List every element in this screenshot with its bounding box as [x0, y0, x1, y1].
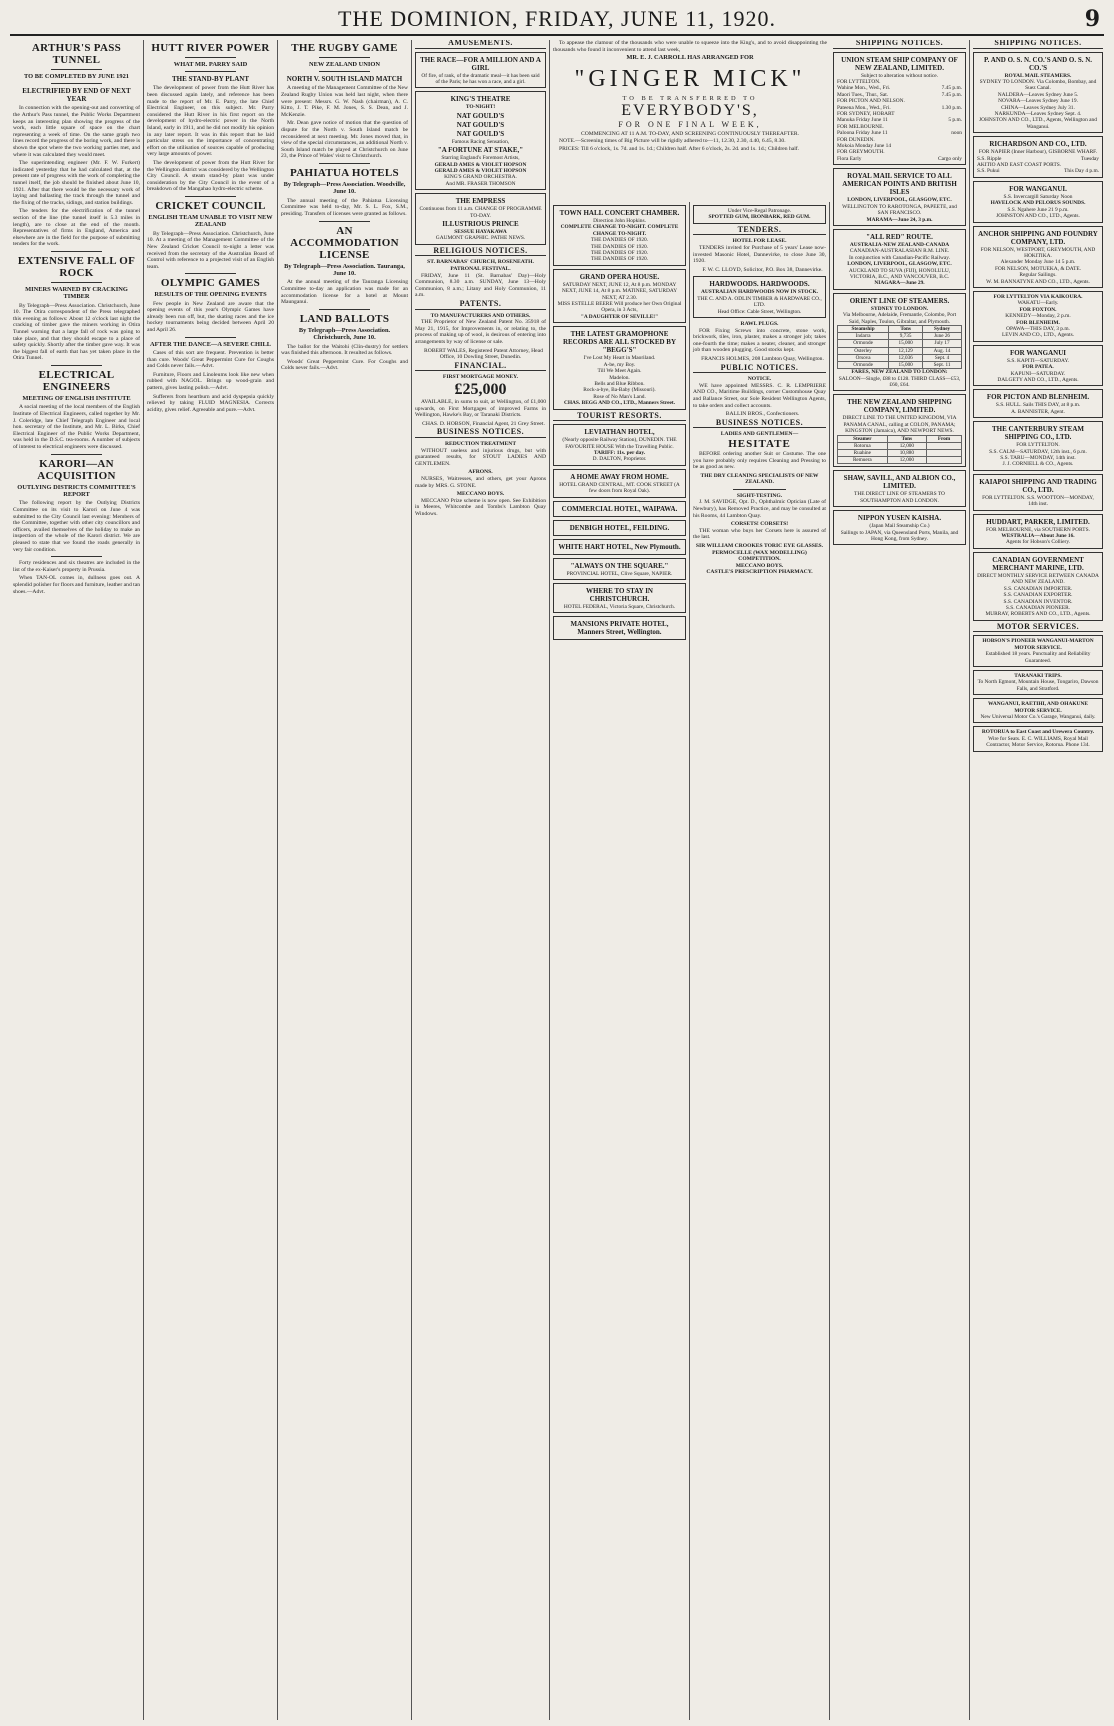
table-cell: Indarra — [838, 333, 889, 340]
article-paragraph: By Telegraph—Press Association. Christchurch, June 10. At a meeting of the Management Committee of the New Zealand Cricket Council to-night a letter was received from the secretary of the Australian Board of Control with reference to a projected visit of an English team. — [147, 230, 274, 270]
sailing-cell: FOR PICTON AND NELSON. — [837, 98, 905, 105]
subhead: TO BE COMPLETED BY JUNE 1921 — [24, 73, 129, 80]
article-paragraph: The ballot for the Waitohi (Clin-dustry) for settlers was finished this afternoon. It resulted as follows. — [281, 343, 408, 357]
advert-box-all-red: "ALL RED" ROUTE. AUSTRALIA-NEW ZEALAND-CANADA CANADIAN-AUSTRALASIAN R.M. LINE. In conjunction with Canadian-Pacific Railway. LONDON, LIVERPOOL, GLASGOW, ETC. AUCKLAND TO SUVA (FIJI), HONOLULU, VICTORIA, B.C., AND VANCOUVER, B.C. NIAGARA—June 29. — [833, 229, 966, 290]
sailing-cell: Cargo only — [937, 155, 962, 162]
article-paragraph: The following report by the Outlying Districts Committee on its visit to Karori on June 4 was submitted to the City Council last evening: Members of the Committee, together with other city councillors and officers, availed themselves of the holiday to make an inspection of the whole of the Karori district. We are pleased to state that we found the roads generally in very fair condition. — [13, 500, 140, 553]
sailing-cell: This Day 4 p.m. — [1064, 168, 1099, 175]
advert-box-hotel: COMMERCIAL HOTEL, WAIPAWA. — [553, 501, 686, 517]
column-3 — [278, 40, 412, 1720]
advert-box-anchor: ANCHOR SHIPPING AND FOUNDRY COMPANY, LTD. FOR NELSON, WESTPORT, GREYMOUTH, AND HOKITIKA. Alexander Monday June 14 5 p.m. FOR NELSON, MOTUEKA, & DATE. Regular Sailings. W. M. BANNATYNE AND CO., LTD., Agents. — [973, 226, 1103, 288]
article-paragraph: Forty residences and six theatres are included in the list of the ex-Kaiser's property in Prussia. — [13, 560, 140, 573]
advert-box-hardwoods: HARDWOODS. HARDWOODS. AUSTRALIAN HARDWOODS NOW IN STOCK. THE C. AND A. ODLIN TIMBER & HARDWARE CO., LTD. Head Office: Cable Street, Wellington. — [693, 276, 826, 318]
subhead: NEW ZEALAND UNION — [309, 61, 380, 68]
headline-rock-fall: EXTENSIVE FALL OF ROCK — [17, 254, 136, 279]
advert-box-canadian-marine: CANADIAN GOVERNMENT MERCHANT MARINE, LTD. DIRECT MONTHLY SERVICE BETWEEN CANADA AND NEW ZEALAND. S.S. CANADIAN IMPORTER. S.S. CANADIAN EXPORTER. S.S. CANADIAN INVENTOR. S.S. CANADIAN PIONEER. MURRAY, ROBERTS AND CO., LTD., Agents. — [973, 552, 1103, 621]
advert-box-kaiapoi: KAIAPOI SHIPPING AND TRADING CO., LTD. FOR LYTTELTON. S.S. WOOTTON—MONDAY, 14th inst. — [973, 474, 1103, 511]
advert-box: THE RACE—FOR A MILLION AND A GIRL Of fire, of rank, of the dramatic meal—it has been said of the Paris; he has won a race, and a girl. — [415, 52, 546, 89]
table-row — [838, 333, 962, 340]
table-row — [838, 340, 962, 347]
sailing-cell: S.S. Ripple — [977, 155, 1002, 162]
sailing-row — [977, 168, 1099, 174]
table-row — [838, 347, 962, 354]
masthead-title: THE DOMINION, FRIDAY, JUNE 11, 1920. — [338, 6, 776, 31]
advert-box-richardson: RICHARDSON AND CO., LTD. FOR NAPIER (Inner Harbour), GISBORNE WHARF. S.S. Ripple Tuesday AKITIO AND EAST COAST PORTS. S.S. Pukui This Day 4 p.m. — [973, 136, 1103, 178]
table-cell: Aug. 14 — [923, 347, 962, 354]
sailing-cell: FOR LYTTELTON. — [837, 79, 881, 85]
article-paragraph: A social meeting of the local members of the English Institute of Electrical Engineers, called together by Mr. J. Coleridge, late Chief Telegraph Engineer and local hon. secretary of the Institute, and Mr. L. Birks, Chief Electrical Engineer of the Public Works Department, was held in the D.S.C. tea-rooms. A number of subjects of interest to electrical engineers were discussed. — [13, 404, 140, 450]
section-heading-shipping: SHIPPING NOTICES. — [973, 40, 1103, 49]
sailing-cell: FOR SYDNEY, HOBART — [837, 111, 895, 118]
headline-rugby: THE RUGBY GAME — [291, 42, 398, 54]
sailing-cell: 7.45 p.m. — [941, 91, 962, 98]
section-heading-religious: RELIGIOUS NOTICES. — [415, 248, 546, 257]
headline-karori: KARORI—AN ACQUISITION — [37, 457, 116, 482]
advert-paragraph: Furniture, Floors and Linoleums look like new when rubbed with NAGOL. Brings up wood-grain and pattern, gives lasting polish.—Advt. — [147, 371, 274, 392]
advert-box-kings-theatre: KING'S THEATRE TO-NIGHT! NAT GOULD'S NAT GOULD'S NAT GOULD'S Famous Racing Sensation, "A FORTUNE AT STAKE," Starring England's Foremost Artists, GERALD AMES & VIOLET HOPSON GERALD AMES & VIOLET HOPSON KING'S GRAND ORCHESTRA. And MR. FRASER THOMSON — [415, 91, 546, 190]
sailing-cell: noon — [951, 130, 962, 137]
section-heading-business: BUSINESS NOTICES. — [415, 429, 546, 438]
table-cell: Ormonde — [838, 361, 889, 368]
advert-box-nz-shipping: THE NEW ZEALAND SHIPPING COMPANY, LIMITED. DIRECT LINE TO THE UNITED KINGDOM, VIA PANAMA CANAL, calling at COLON, PANAMA; KINGSTON (Jamaica), AND NEWPORT NEWS. Steamer Tons From Rotorua 12,000 Ruahine 10,880 Remuera 12,000 — [833, 394, 966, 467]
table-header-row — [838, 435, 962, 442]
table-cell: 10,880 — [887, 450, 926, 457]
article-paragraph: By Telegraph—Press Association. Christchurch, June 10. The Otira correspondent of the Press telegraphed this evening as follows: About 12 o'clock last night the cracking of timber gave the miners working in Otira Tunnel warning that a large fall of rock was going to take place, and that they should escape to a place of safety quickly. Shortly after the timber gave way. It was the biggest fall of earth that has yet taken place in the Otira Tunnel. — [13, 302, 140, 362]
page-number: 9 — [1084, 6, 1100, 32]
advert-box-motor: ROTORUA to East Coast and Urewera Country. Wire for Seats. E. C. WILLIAMS, Royal Mail Contractor, Motor Service, Rotorua. Phone 134. — [973, 726, 1103, 751]
column-5-6-banner: To appease the clamour of the thousands who were unable to squeeze into the King's, and to avoid disappointing the thousands who found it inconvenient to attend last week, MR. E. J. CARROLL HAS ARRANGED FOR "GINGER MICK" TO BE TRANSFERRED TO EVERYBODY'S, FOR ONE FINAL WEEK, COMMENCING AT 11 A.M. TO-DAY, AND SCREENING CONTINUOUSLY THEREAFTER. NOTE.—Screening times of Big Picture will be rigidly adhered to—11, 12.30, 2.30, 4.40, 6.45, 8.30. PRICES: Till 6 o'clock, 1s. 7d. and 1s. 1d.; Children half. After 6 o'clock, 2s. 2d. and 1s. 1d.; Children half. — [553, 40, 827, 153]
table-cell: Ormonde — [838, 340, 889, 347]
table-row — [838, 450, 962, 457]
table-row — [838, 361, 962, 368]
notice-paragraph: ROBERT WALES, Registered Patent Attorney, Head Office, 10 Dowling Street, Dunedin. — [424, 347, 543, 361]
table-header-cell: Sydney — [923, 325, 962, 332]
advert-box-hotel: WHERE TO STAY IN CHRISTCHURCH. HOTEL FEDERAL, Victoria Square, Christchurch. — [553, 583, 686, 613]
advert-paragraph: Woods' Great Peppermint Cure. For Coughs and Colds never fails.—Advt. — [281, 358, 408, 372]
table-header-cell: Tons — [887, 435, 926, 442]
subhead: THE STAND-BY PLANT — [171, 75, 249, 84]
column-7 — [830, 40, 970, 1720]
headline-land-ballots: LAND BALLOTS — [299, 312, 390, 325]
table-header-cell: Tons — [889, 325, 923, 332]
notice-paragraph: FRIDAY, June 11 (St. Barnabas' Day)—Holy Communion, 8.30 a.m. SUNDAY, June 13—Holy Communion, 8 a.m.; Litany and Holy Communion, 11 a.m. — [415, 272, 546, 299]
table-cell: Remuera — [838, 457, 888, 464]
advert-box-motor: TARANAKI TRIPS. To North Egmont, Mountain House, Tongariro, Dawson Falls, and Stratford. — [973, 670, 1103, 695]
advert-box-huddart-parker: HUDDART, PARKER, LIMITED. FOR MELBOURNE, via SOUTHERN PORTS. WESTRALIA—About June 16. Agents for Hobson's Colliery. — [973, 514, 1103, 549]
article-paragraph: A meeting of the Management Committee of the New Zealand Rugby Union was held last night, when there were present: Messrs. G. W. Nash (chairman), A. C. Kitto, J. T. Pike, F. M. Jones, S. S. Dean, and J. McKenzie. — [281, 85, 408, 118]
table-cell: Osterley — [838, 347, 889, 354]
sailing-cell: 5 p.m. — [948, 117, 962, 124]
advert-box-opera-house: GRAND OPERA HOUSE. SATURDAY NEXT, JUNE 12, At 8 p.m. MONDAY NEXT, JUNE 14, At 8 p.m. MATINEE, SATURDAY NEXT, AT 2.30. MISS ESTELLE BEERE Will produce her Own Original Opera, in 3 Acts, "A DAUGHTER OF SEVILLE!" — [553, 269, 686, 323]
advert-box-motor: WANGANUI, RAETIHI, AND OHAKUNE MOTOR SERVICE. New Universal Motor Co.'s Garage, Wanganui, daily. — [973, 698, 1103, 723]
advert-box-picton: FOR PICTON AND BLENHEIM. S.S. HULL. Sails THIS DAY, at 8 p.m. A. BANNISTER, Agent. — [973, 389, 1103, 418]
advert-box-town-hall: TOWN HALL CONCERT CHAMBER. Direction John Hopkins. COMPLETE CHANGE TO-NIGHT. COMPLETE CHANGE TO-NIGHT. THE DANDIES OF 1920. THE DANDIES OF 1920. THE DANDIES OF 1920. THE DANDIES OF 1920. — [553, 205, 686, 266]
sailing-table — [837, 435, 962, 465]
column-6: Under Vice-Regal Patronage. SPOTTED GUM, IRONBARK, RED GUM. TENDERS. HOTEL FOR LEASE. TENDERS invited for Purchase of 5 years' Lease now-invested Masonic Hotel, Dannevirke, to close June 30, 1920. F. W. C. LLOYD, Solicitor, P.O. Box 38, Dannevirke. HARDWOODS. HARDWOODS. AUSTRALIAN HARDWOODS NOW IN STOCK. THE C. AND A. ODLIN TIMBER & HARDWARE CO., LTD. Head Office: Cable Street, Wellington. RAWL PLUGS. FOR Fixing Screws into concrete, stone work, brickwork, tiles, iron, plaster, makes a stronger job; takes one-fourth the time; makes a neater, cleaner, and stronger job than wooden plugging. Good stocks kept. FRANCIS HOLMES, 208 Lambton Quay, Wellington. PUBLIC NOTICES. NOTICE. WE have appointed MESSRS. C. R. LEMPRIERE AND CO., Maritime Buildings, corner Customhouse Quay and Ballance Street, our Sole Resident Wellington Agents, to take orders and collect accounts. BALLIN BROS., Confectioners. BUSINESS NOTICES. LADIES AND GENTLEMEN— HESITATE BEFORE ordering another Suit or Costume. The one you have probably only requires Cleaning and Pressing to be as good as new. THE DRY CLEANING SPECIALISTS OF NEW ZEALAND. SIGHT-TESTING. J. M. SAVIDGE, Opt. D., Ophthalmic Optician (Late of Newbury), has Removed Practice, and may be consulted at his Rooms, 44 Lambton Quay. CORSETS! CORSETS! THE woman who buys her Corsets here is assured of the last. SIR WILLIAM CROOKES TORIC EYE GLASSES. PERMOCELLE (WAX MODELLING) COMPETITION. MECCANO BOYS. CASTLE'S PRESCRIPTION PHARMACY. — [690, 202, 830, 1720]
table-cell: Orsova — [838, 354, 889, 361]
table-cell: 15,000 — [889, 361, 923, 368]
sailing-cell: 1.30 p.m. — [941, 104, 962, 111]
table-cell — [927, 442, 962, 449]
advert-box-motor: HOBSON'S PIONEER WANGANUI-MARTON MOTOR SERVICE. Established 18 years. Punctuality and Reliability Guaranteed. — [973, 635, 1103, 667]
sailing-cell: FOR GREYMOUTH. — [837, 149, 885, 156]
table-cell: Sept. 4 — [923, 354, 962, 361]
section-heading-public: PUBLIC NOTICES. — [693, 365, 826, 374]
article-paragraph: The annual meeting of the Pahiatua Licensing Committee was held to-day, Mr. S. L. Fox, S.M., presiding. Transfers of licenses were granted as follows. — [281, 197, 408, 217]
advert-box-johnston: FOR WANGANUI. S.S. Invercargill Saturday Noon HAVELOCK AND PELORUS SOUNDS. S.S. Ngahere June 21 9 p.m. JOHNSTON AND CO., LTD., Agents. — [973, 181, 1103, 223]
table-header-row — [838, 325, 962, 332]
advert-box-royal-mail: ROYAL MAIL SERVICE TO ALL AMERICAN POINTS AND BRITISH ISLES LONDON, LIVERPOOL, GLASGOW, ETC. WELLINGTON TO RAROTONGA, PAPEETE, and SAN FRANCISCO. MARAMA—June 24, 3 p.m. — [833, 168, 966, 226]
subhead: RESULTS OF THE OPENING EVENTS — [154, 291, 267, 299]
table-cell: 12,129 — [889, 347, 923, 354]
headline-pahiatua: PAHIATUA HOTELS — [290, 166, 399, 179]
section-heading-patents: PATENTS. — [415, 301, 546, 310]
advert-box-empress: THE EMPRESS Continuous from 11 a.m. CHANGE OF PROGRAMME TO-DAY. ILLUSTRIOUS PRINCE SESSUE HAYAKAWA GAUMONT GRAPHIC. PATHE NEWS. — [415, 193, 546, 245]
everybodys-title: EVERYBODY'S, — [621, 102, 759, 120]
sailing-cell: Flora Early — [837, 155, 862, 162]
advert-box-hotel: WHITE HART HOTEL, New Plymouth. — [553, 539, 686, 555]
sailing-cell: FOR MELBOURNE. — [837, 123, 884, 130]
headline-license: AN ACCOMMODATION LICENSE — [290, 224, 399, 261]
notice-paragraph: AVAILABLE, in sums to suit, at Wellington, of £1,000 upwards, on First Mortgages of improved Farms in Wellington, Hawke's Bay, or Taranaki Districts. — [415, 398, 546, 419]
advert-box-shaw-savill: SHAW, SAVILL, AND ALBION CO., LIMITED. THE DIRECT LINE OF STEAMERS TO SOUTHAMPTON AND LONDON. — [833, 470, 966, 507]
table-cell: June 26 — [923, 333, 962, 340]
notice-paragraph: CHAS. D. HOBSON, Financial Agent, 21 Grey Street. — [422, 420, 545, 427]
table-cell: 9,735 — [889, 333, 923, 340]
sailing-cell: Manuka Friday June 11 — [837, 117, 888, 124]
table-cell — [927, 457, 962, 464]
headline-arthurs-pass: ARTHUR'S PASS TUNNEL — [31, 42, 122, 66]
notice-paragraph: WITHOUT useless and injurious drugs, but with guaranteed results, for STOUT LADIES AND GENTLEMEN. — [415, 447, 546, 467]
advert-box-levin: FOR LYTTELTON VIA KAIKOURA. WAKATU—Early. FOR FOXTON. KENNEDY—Monday, 2 p.m. FOR BLENHEIM. OPAWA—THIS DAY, 3 p.m. LEVIN AND CO., LTD., Agents. — [973, 291, 1103, 342]
sailing-cell: Paloona Friday June 11 — [837, 130, 888, 137]
table-cell — [927, 450, 962, 457]
advert-box-hotel: A HOME AWAY FROM HOME. HOTEL GRAND CENTRAL, MT. COOK STREET (A few doors from Royal Oak). — [553, 469, 686, 498]
table-cell: 12,000 — [887, 442, 926, 449]
table-cell: July 17 — [923, 340, 962, 347]
headline-olympic: OLYMPIC GAMES — [160, 277, 261, 290]
advert-box-hardwoods: Under Vice-Regal Patronage. SPOTTED GUM, IRONBARK, RED GUM. — [693, 205, 826, 224]
subhead: MEETING OF ENGLISH INSTITUTE — [22, 395, 131, 403]
subhead: NORTH V. SOUTH ISLAND MATCH — [286, 75, 403, 84]
table-header-cell: Steamer — [838, 435, 888, 442]
subhead: By Telegraph—Press Association. Christchurch, June 10. — [298, 326, 391, 342]
sailing-table — [837, 325, 962, 369]
sailing-cell: Maori Tues., Thur., Sat. — [837, 91, 889, 98]
advert-paragraph: When TAN-OL comes in, dullness goes out. A splendid polisher for floors and furniture, leather and tan shoes.—Advt. — [13, 575, 140, 595]
advert-box-hotel: LEVIATHAN HOTEL, (Nearly opposite Railway Station), DUNEDIN. THE FAVOURITE HOUSE With the Travelling Public. TARIFF: 11s. per day. D. DALTON, Proprietor. — [553, 424, 686, 466]
advert-box-nippon-yusen: NIPPON YUSEN KAISHA. (Japan Mail Steamship Co.) Sailings to JAPAN, via Queensland Ports, Manila, and Hong Kong, from Sydney. — [833, 510, 966, 545]
subhead: ELECTRIFIED BY END OF NEXT YEAR — [22, 87, 131, 104]
masthead — [10, 4, 1104, 36]
advert-paragraph: Sufferers from heartburn and acid dyspepsia quickly relieved by taking FLUID MAGNESIA. Corrects acidity, gives relief. Agreeable and pure.—Advt. — [147, 393, 274, 413]
section-heading-motor: MOTOR SERVICES. — [973, 624, 1103, 633]
table-header-cell: From — [927, 435, 962, 442]
subhead: WHAT MR. PARRY SAID — [173, 61, 248, 68]
sailing-cell: Tuesday — [1080, 155, 1099, 162]
section-heading-tenders: TENDERS. — [693, 227, 826, 236]
subhead: OUTLYING DISTRICTS COMMITTEE'S REPORT — [17, 483, 136, 498]
table-row — [838, 354, 962, 361]
ad-intro: To appease the clamour of the thousands who were unable to squeeze into the King's, and to avoid disappointing the thousands who found it inconvenient to attend last week, — [553, 40, 827, 53]
article-paragraph: The tenders for the electrification of the tunnel section of the line (the tunnel itself is 5.3 miles in length), are to close at the end of the month. Representatives of firms in England, America and elsewhere are in the field for the purpose of submitting tenders for the work. — [13, 208, 140, 248]
advert-box-dalgety: FOR WANGANUI S.S. KAPITI—SATURDAY. FOR PATEA. KAPUNI—SATURDAY. DALGETY AND CO., LTD., Agents. — [973, 345, 1103, 387]
sailing-cell: S.S. Pukui — [977, 168, 1000, 175]
sailing-cell: 7.45 p.m. — [941, 85, 962, 92]
sailing-cell: Pateena Mon., Wed., Fri. — [837, 104, 891, 111]
table-cell: Ruahine — [838, 450, 888, 457]
table-cell: Sept. 11 — [923, 361, 962, 368]
sailing-cell: Mokoia Monday June 14 — [837, 143, 892, 150]
column-2 — [144, 40, 278, 1720]
headline-cricket: CRICKET COUNCIL — [155, 199, 266, 212]
notice-paragraph: MECCANO Prize scheme is now open. See Exhibition in Meeres, Whitcombe and Tombs's Lambton Quay Windows. — [415, 497, 546, 517]
advert-box-hotel: DENBIGH HOTEL, FEILDING. — [553, 520, 686, 536]
advert-box-union-steam: UNION STEAM SHIP COMPANY OF NEW ZEALAND, LIMITED. Subject to alteration without notice. FOR LYTTELTON. Wahine Mon., Wed., Fri. 7.45 p.m. Maori Tues., Thur., Sat. 7.45 p.m. FOR PICTON AND NELSON. Pateena Mon., Wed., Fri. 1.30 p.m. FOR SYDNEY, HOBART Manuka Friday June 11 5 p.m. FOR MELBOURNE. Paloona Friday June 11 noon FOR DUNEDIN. Mokoia Monday June 14 FOR GREYMOUTH. Flora Early Cargo only — [833, 52, 966, 166]
section-heading-financial: FINANCIAL. — [415, 363, 546, 372]
table-header-cell: Steamship — [838, 325, 889, 332]
article-paragraph: At the annual meeting of the Tauranga Licensing Committee to-day an application was made for an accommodation license for a hotel at Mount Maunganui. — [281, 279, 408, 306]
sailing-cell: Wahine Mon., Wed., Fri. — [837, 85, 891, 92]
article-paragraph: The development of power from the Hutt River has been discussed again lately, and reference has been made to the report of Mr. E. Parry, the late Chief Electrical Engineer, on this subject. Mr. Parry considered the Hutt River in his first report on the development of hydro-electric power in the North Island, early in 1911, and he did not modify his opinion in any later report. It was in this report that he laid particular stress on the importance of concentrating effort on the utilisation of sources capable of producing very large amounts of power. — [147, 85, 274, 158]
subhead: ENGLISH TEAM UNABLE TO VISIT NEW ZEALAND — [148, 213, 273, 229]
table-cell: 12,000 — [887, 457, 926, 464]
section-heading-tourist: TOURIST RESORTS. — [553, 413, 686, 422]
section-heading-amusements: AMUSEMENTS. — [415, 40, 546, 49]
advert-box-gramophone: THE LATEST GRAMOPHONE RECORDS ARE ALL STOCKED BY "BEGG'S" I've Lost My Heart in Maoriland. A-be, my Boy. Till We Meet Again. Madelon. Bells and Blue Ribbon. Rock-a-bye, Ba-Baby (Missouri). Rose of No Man's Land. CHAS. BEGG AND CO., LTD., Manners Street. — [553, 326, 686, 409]
table-cell: 12,036 — [889, 354, 923, 361]
advert-box-hotel: MANSIONS PRIVATE HOTEL, Manners Street, Wellington. — [553, 616, 686, 640]
article-paragraph: In connection with the opening-out and converting of the Arthur's Pass tunnel, the Public Works Department keeps an interesting plan showing the progress of the work, each little square of space on the chart representing a week of time. On the same graph two lines record the progress of the boring work, and there is shown the spot where the two working parties met, and where it was calculated they would meet. — [13, 105, 140, 158]
advert-box-p-and-o: P. AND O. S. N. CO.'S AND O. S. N. CO.'S ROYAL MAIL STEAMERS. SYDNEY TO LONDON. Via Colombo, Bombay, and Suez Canal. NALDERA—Leaves Sydney June 5. NOVARA—Leaves Sydney June 19. CHINA—Leaves Sydney July 31. NARKUNDA—Leaves Sydney Sept. 4. JOHNSTON AND CO., LTD., Agents, Wellington and Wanganui. — [973, 52, 1103, 134]
table-row — [838, 442, 962, 449]
table-row — [838, 457, 962, 464]
column-4: AMUSEMENTS. THE RACE—FOR A MILLION AND A GIRL Of fire, of rank, of the dramatic meal—it has been said of the Paris; he has won a race, and a girl. KING'S THEATRE TO-NIGHT! NAT GOULD'S NAT GOULD'S NAT GOULD'S Famous Racing Sensation, "A FORTUNE AT STAKE," Starring England's Foremost Artists, GERALD AMES & VIOLET HOPSON GERALD AMES & VIOLET HOPSON KING'S GRAND ORCHESTRA. And MR. FRASER THOMSON THE EMPRESS Continuous from 11 a.m. CHANGE OF PROGRAMME TO-DAY. ILLUSTRIOUS PRINCE SESSUE HAYAKAWA GAUMONT GRAPHIC. PATHE NEWS. RELIGIOUS NOTICES. ST. BARNABAS' CHURCH, ROSENEATH. PATRONAL FESTIVAL. FRIDAY, June 11 (St. Barnabas' Day)—Holy Communion, 8.30 a.m. SUNDAY, June 13—Holy Communion, 8 a.m.; Litany and Holy Communion, 11 a.m. PATENTS. TO MANUFACTURERS AND OTHERS. THE Proprietor of New Zealand Patent No. 35918 of May 21, 1915, for Improvements in, or relating to, the process of making up of wool, is desirous of entering into arrangements by way of license or sale. ROBERT WALES, Registered Patent Attorney, Head Office, 10 Dowling Street, Dunedin. FINANCIAL. FIRST MORTGAGE MONEY. £25,000 AVAILABLE, in sums to suit, at Wellington, of £1,000 upwards, on First Mortgages of improved Farms in Wellington, Hawke's Bay, or Taranaki Districts. CHAS. D. HOBSON, Financial Agent, 21 Grey Street. BUSINESS NOTICES. REDUCTION TREATMENT WITHOUT useless and injurious drugs, but with guaranteed results, for STOUT LADIES AND GENTLEMEN. AFRONS. NURSES, Waitresses, and others, get your Aprons made by MRS. G. STONE. MECCANO BOYS. MECCANO Prize scheme is now open. See Exhibition in Meeres, Whitcombe and Tombs's Lambton Quay Windows. — [412, 40, 550, 1720]
sailing-cell: AKITIO AND EAST COAST PORTS. — [977, 162, 1062, 169]
subhead: MINERS WARNED BY CRACKING TIMBER — [25, 285, 128, 301]
ginger-mick-banner: "GINGER MICK" — [574, 65, 806, 92]
headline-hutt-river: HUTT RIVER POWER — [151, 42, 270, 54]
article-paragraph: Mr. Dean gave notice of motion that the question of dispute for the North v. South Island match be reconsidered at next meeting. Mr. Jones moved that, in view of the special circumstances, an additional North v. South Island match be played at Christchurch on June 23, the Prince of Wales' visit to Christchurch. — [281, 120, 408, 160]
table-cell: Rotorua — [838, 442, 888, 449]
section-heading-shipping: SHIPPING NOTICES. — [833, 40, 966, 49]
article-paragraph: The development of power from the Hutt River for the Wellington district was considered by the Wellington City Council. A steam stand-by plant was under consideration by the City Council in the event of a breakdown of the Mangahao hydro-electric scheme. — [147, 159, 274, 193]
table-cell: 15,000 — [889, 340, 923, 347]
advert-box-orient-line: ORIENT LINE OF STEAMERS. SYDNEY TO LONDON. Via Melbourne, Adelaide, Fremantle, Colombo, Port Said, Naples, Toulon, Gibraltar, and Plymouth. Steamship Tons Sydney Indarra 9,735 June 26 Ormonde 15,000 July 17 Osterley 12,129 Aug. 14 Orsova 12,036 Sept. 4 Ormonde 15,000 Sept. 11 FARES, NEW ZEALAND TO LONDON: SALOON—Single, £88 to £128. THIRD CLASS—£53, £60, £64. — [833, 293, 966, 392]
notice-paragraph: THE Proprietor of New Zealand Patent No. 35918 of May 21, 1915, for Improvements in, or relating to, the process of making up of wool, is desirous of entering into arrangements by way of license or sale. — [415, 319, 546, 345]
subhead: AFTER THE DANCE—A SEVERE CHILL — [150, 340, 271, 348]
advert-box-canterbury: THE CANTERBURY STEAM SHIPPING CO., LTD. FOR LYTTELTON. S.S. CALM—SATURDAY, 12th inst., 6 p.m. S.S. TARU—MONDAY, 14th inst. J. J. CORNIELL & CO., Agents. — [973, 421, 1103, 471]
article-paragraph: The superintending engineer (Mr. F. W. Furkert) indicated yesterday that he had calculated that, at the present rate of progress with the work of completing the tunnel itself, the job should be finished about June 10, 1921. After that there would be the necessary work of laying and ballasting the track through the tunnel and the fixing of the tracks, sidings, and station buildings. — [13, 160, 140, 206]
article-paragraph: Few people in New Zealand are aware that the opening events of this year's Olympic Games have already been run off, but, the skating races and the ice hockey tournaments being decided between April 20 and April 26. — [147, 300, 274, 334]
sailing-row — [837, 156, 962, 162]
advert-paragraph: Cases of this sort are frequent. Prevention is better than cure. Woods' Great Peppermint Cure for Coughs and Colds never fails.—Advt. — [147, 350, 274, 370]
sailing-cell: FOR DUNEDIN. — [837, 136, 875, 143]
column-5 — [550, 202, 690, 1720]
column-1 — [10, 40, 144, 1720]
column-8 — [970, 40, 1106, 1720]
advert-box-hotel: "ALWAYS ON THE SQUARE." PROVINCIAL HOTEL, Clive Square, NAPIER. — [553, 558, 686, 580]
headline-electrical-engineers: ELECTRICAL ENGINEERS — [38, 369, 115, 394]
subhead: By Telegraph—Press Association. Tauranga, June 10. — [284, 262, 405, 277]
subhead: By Telegraph—Press Association. Woodville, June 10. — [283, 180, 406, 196]
section-heading-business: BUSINESS NOTICES. — [693, 420, 826, 429]
notice-paragraph: NURSES, Waitresses, and others, get your Aprons made by MRS. G. STONE. — [415, 475, 546, 489]
